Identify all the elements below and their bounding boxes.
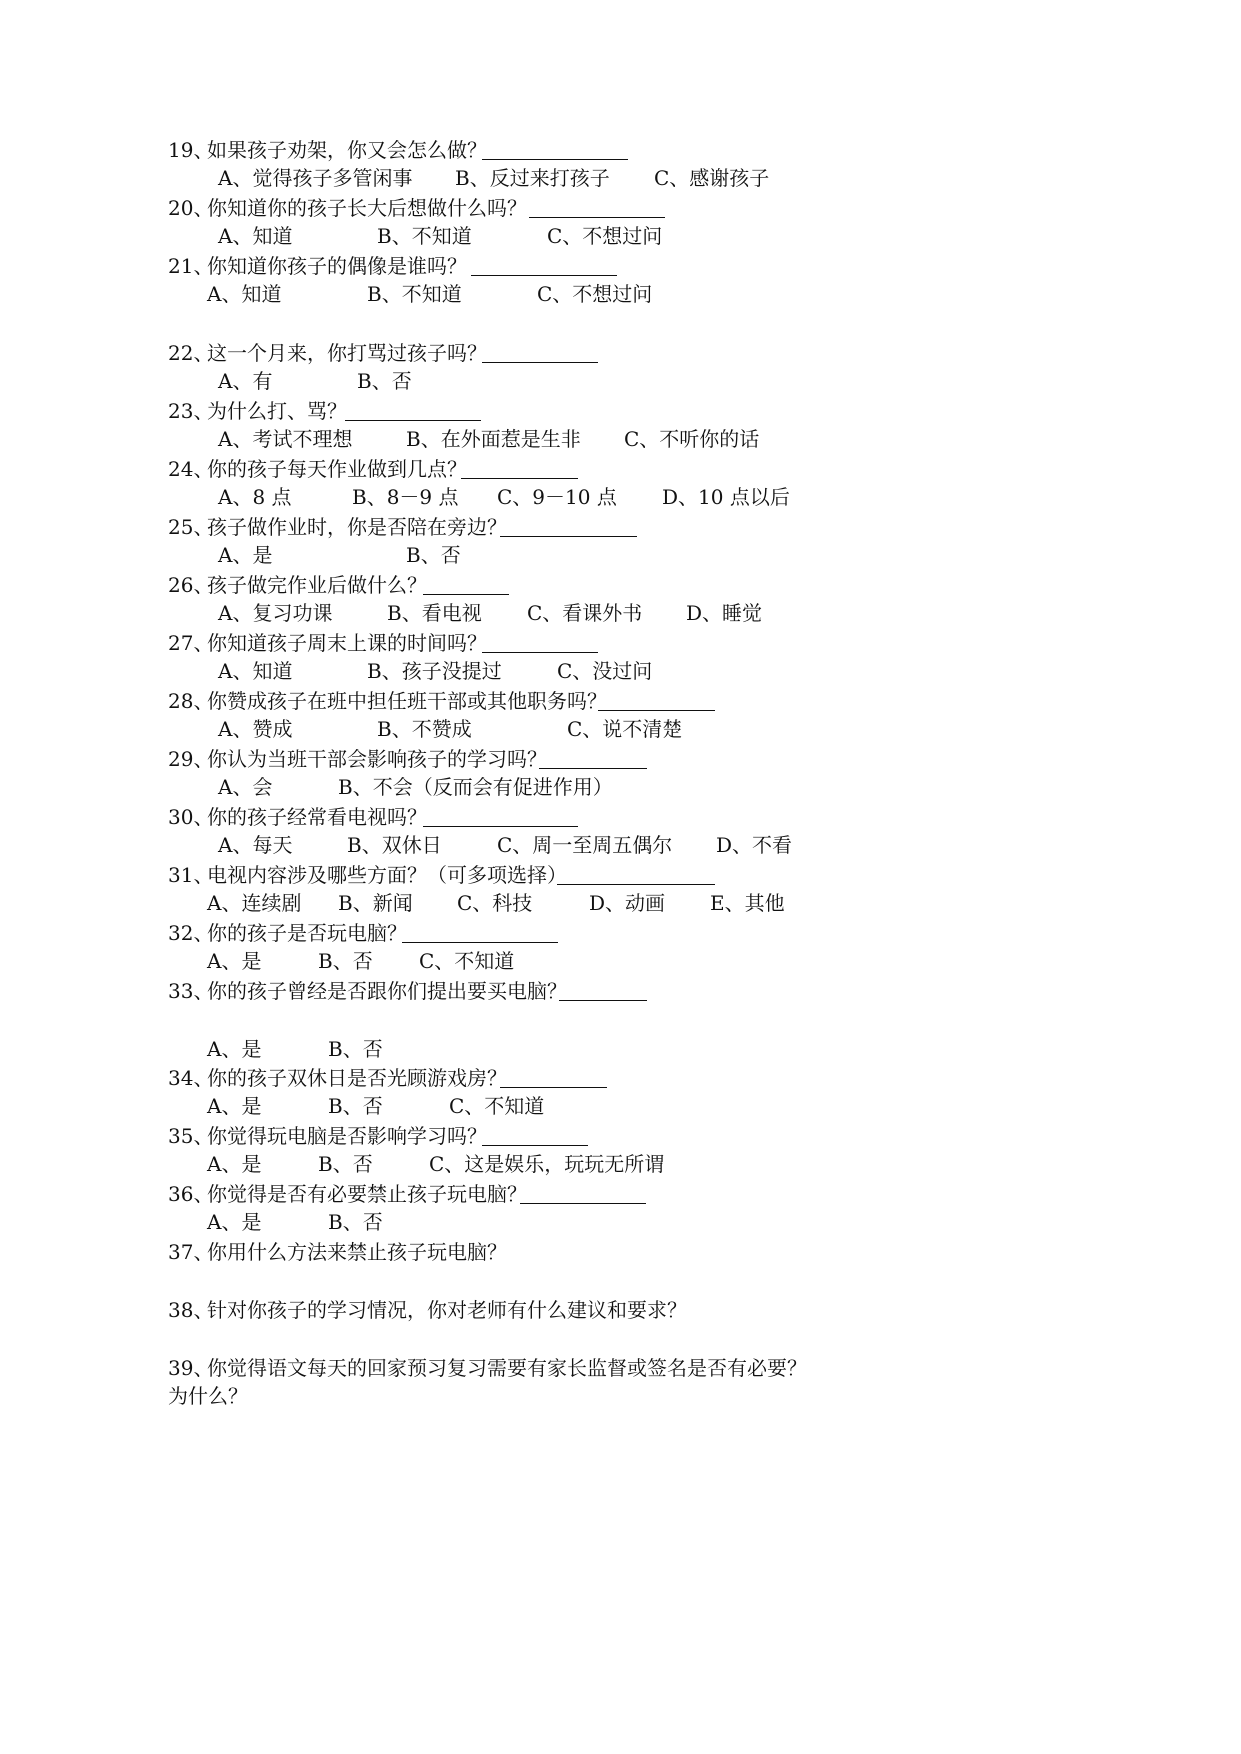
question-text: 为什么打、骂？	[207, 399, 347, 423]
question-number: 38、	[168, 1298, 214, 1322]
answer-blank[interactable]	[482, 1145, 588, 1146]
answer-blank[interactable]	[345, 420, 481, 421]
question-24-line	[168, 457, 467, 481]
question-number: 34、	[168, 1066, 214, 1090]
question-text: 孩子做完作业后做什么？	[207, 573, 427, 597]
question-35-line	[168, 1124, 487, 1148]
answer-blank[interactable]	[500, 536, 637, 537]
answer-blank[interactable]	[482, 159, 628, 160]
question-text: 你用什么方法来禁止孩子玩电脑？	[207, 1240, 507, 1264]
option-b[interactable]: B、不知道	[377, 224, 472, 248]
option-b[interactable]: B、否	[328, 1037, 383, 1061]
question-number: 32、	[168, 921, 214, 945]
option-c[interactable]: C、周一至周五偶尔	[497, 833, 673, 857]
option-c[interactable]: C、说不清楚	[567, 717, 683, 741]
option-a[interactable]: A、有	[218, 369, 273, 393]
option-a[interactable]: A、赞成	[218, 717, 293, 741]
option-c[interactable]: C、不想过问	[537, 282, 653, 306]
option-c[interactable]: C、科技	[457, 891, 533, 915]
question-26-options	[0, 601, 1241, 625]
question-text: 针对你孩子的学习情况，你对老师有什么建议和要求？	[207, 1298, 687, 1322]
option-b[interactable]: B、双休日	[347, 833, 442, 857]
question-21-line	[168, 254, 467, 278]
question-text: 你的孩子曾经是否跟你们提出要买电脑？	[207, 979, 567, 1003]
question-26-line	[168, 573, 427, 597]
question-35-options	[0, 1152, 1241, 1176]
option-b[interactable]: B、否	[318, 1152, 373, 1176]
option-b[interactable]: B、否	[318, 949, 373, 973]
question-39-continuation: 为什么？	[168, 1384, 248, 1408]
question-number: 21、	[168, 254, 214, 278]
answer-blank[interactable]	[482, 362, 598, 363]
option-a[interactable]: A、连续剧	[207, 891, 302, 915]
answer-blank[interactable]	[423, 594, 509, 595]
option-c[interactable]: C、没过问	[557, 659, 653, 683]
question-36-options	[0, 1210, 1241, 1234]
option-a[interactable]: A、复习功课	[218, 601, 333, 625]
question-number: 39、	[168, 1356, 214, 1380]
option-a[interactable]: A、8 点	[218, 485, 292, 509]
option-e[interactable]: E、其他	[710, 891, 785, 915]
option-b[interactable]: B、在外面惹是生非	[406, 427, 581, 451]
answer-blank[interactable]	[529, 217, 665, 218]
option-a[interactable]: A、知道	[218, 659, 293, 683]
question-27-line	[168, 631, 487, 655]
question-30-line	[168, 805, 427, 829]
option-c[interactable]: C、不听你的话	[624, 427, 760, 451]
question-number: 29、	[168, 747, 214, 771]
question-28-line	[168, 689, 607, 713]
question-29-line	[168, 747, 547, 771]
question-number: 35、	[168, 1124, 214, 1148]
question-number: 22、	[168, 341, 214, 365]
question-31-options	[0, 891, 1241, 915]
option-c[interactable]: C、不知道	[449, 1094, 545, 1118]
question-text: 如果孩子劝架，你又会怎么做？	[207, 138, 487, 162]
option-b[interactable]: B、否	[406, 543, 461, 567]
option-c[interactable]: C、不知道	[419, 949, 515, 973]
option-a[interactable]: A、考试不理想	[218, 427, 353, 451]
answer-blank[interactable]	[539, 768, 647, 769]
question-number: 27、	[168, 631, 214, 655]
option-a[interactable]: A、是	[207, 949, 262, 973]
question-number: 20、	[168, 196, 214, 220]
option-d[interactable]: D、动画	[589, 891, 666, 915]
option-b[interactable]: B、不知道	[367, 282, 462, 306]
question-20-line	[168, 196, 527, 220]
question-text: 你觉得语文每天的回家预习复习需要有家长监督或签名是否有必要？	[207, 1356, 807, 1380]
question-32-line	[168, 921, 407, 945]
question-19-line	[168, 138, 487, 162]
option-b[interactable]: B、8－9 点	[352, 485, 459, 509]
question-number: 25、	[168, 515, 214, 539]
option-d[interactable]: D、10 点以后	[662, 485, 790, 509]
question-36-line	[168, 1182, 527, 1206]
question-33-line	[168, 979, 567, 1003]
option-d[interactable]: D、睡觉	[686, 601, 763, 625]
option-b[interactable]: B、看电视	[387, 601, 482, 625]
question-number: 26、	[168, 573, 214, 597]
question-number: 36、	[168, 1182, 214, 1206]
question-number: 23、	[168, 399, 214, 423]
question-38-line	[168, 1298, 687, 1322]
question-text: 你知道孩子周末上课的时间吗？	[207, 631, 487, 655]
question-19-options	[0, 166, 1241, 190]
option-c[interactable]: C、这是娱乐，玩玩无所谓	[429, 1152, 665, 1176]
option-a[interactable]: A、觉得孩子多管闲事	[218, 166, 413, 190]
question-text: 电视内容涉及哪些方面？（可多项选择）	[207, 863, 567, 887]
question-number: 30、	[168, 805, 214, 829]
question-text: 你认为当班干部会影响孩子的学习吗？	[207, 747, 547, 771]
option-b[interactable]: B、不赞成	[377, 717, 472, 741]
question-number: 19、	[168, 138, 214, 162]
question-37-line	[168, 1240, 507, 1264]
answer-blank[interactable]	[520, 1203, 646, 1204]
option-b[interactable]: B、否	[328, 1210, 383, 1234]
question-text: 你赞成孩子在班中担任班干部或其他职务吗？	[207, 689, 607, 713]
option-c[interactable]: C、不想过问	[547, 224, 663, 248]
answer-blank[interactable]	[559, 1000, 647, 1001]
question-number: 37、	[168, 1240, 214, 1264]
option-b[interactable]: B、否	[357, 369, 412, 393]
question-text: 你的孩子经常看电视吗？	[207, 805, 427, 829]
option-b[interactable]: B、不会（反而会有促进作用）	[338, 775, 613, 799]
question-23-line	[168, 399, 347, 423]
question-number: 28、	[168, 689, 214, 713]
question-number: 24、	[168, 457, 214, 481]
question-text: 这一个月来，你打骂过孩子吗？	[207, 341, 487, 365]
option-c[interactable]: C、感谢孩子	[654, 166, 770, 190]
option-a[interactable]: A、是	[218, 543, 273, 567]
question-20-options	[0, 224, 1241, 248]
option-a[interactable]: A、每天	[218, 833, 293, 857]
question-27-options	[0, 659, 1241, 683]
question-text: 你的孩子每天作业做到几点？	[207, 457, 467, 481]
question-29-options	[0, 775, 1241, 799]
question-number: 33、	[168, 979, 214, 1003]
option-a[interactable]: A、是	[207, 1152, 262, 1176]
option-b[interactable]: B、新闻	[338, 891, 413, 915]
question-25-options	[0, 543, 1241, 567]
question-text: 你的孩子是否玩电脑？	[207, 921, 407, 945]
question-text: 孩子做作业时，你是否陪在旁边？	[207, 515, 507, 539]
question-22-line	[168, 341, 487, 365]
answer-blank[interactable]	[557, 884, 715, 885]
option-a[interactable]: A、会	[218, 775, 273, 799]
question-text: 你觉得是否有必要禁止孩子玩电脑？	[207, 1182, 527, 1206]
answer-blank[interactable]	[482, 652, 598, 653]
question-number: 31、	[168, 863, 214, 887]
option-a[interactable]: A、是	[207, 1094, 262, 1118]
question-34-line	[168, 1066, 507, 1090]
question-25-line	[168, 515, 507, 539]
answer-blank[interactable]	[461, 478, 578, 479]
option-b[interactable]: B、否	[328, 1094, 383, 1118]
question-text: 你知道你孩子的偶像是谁吗？	[207, 254, 467, 278]
question-text: 你的孩子双休日是否光顾游戏房？	[207, 1066, 507, 1090]
option-a[interactable]: A、是	[207, 1037, 262, 1061]
question-34-options	[0, 1094, 1241, 1118]
option-a[interactable]: A、知道	[207, 282, 282, 306]
question-39-line	[168, 1356, 807, 1380]
question-31-line	[168, 863, 567, 887]
option-d[interactable]: D、不看	[716, 833, 793, 857]
option-b[interactable]: B、孩子没提过	[367, 659, 502, 683]
question-24-options	[0, 485, 1241, 509]
question-22-options	[0, 369, 1241, 393]
question-33-options	[0, 1037, 1241, 1061]
answer-blank[interactable]	[598, 710, 715, 711]
option-b[interactable]: B、反过来打孩子	[455, 166, 610, 190]
question-30-options	[0, 833, 1241, 857]
answer-blank[interactable]	[402, 942, 558, 943]
option-a[interactable]: A、知道	[218, 224, 293, 248]
answer-blank[interactable]	[423, 826, 578, 827]
option-c[interactable]: C、看课外书	[527, 601, 643, 625]
answer-blank[interactable]	[471, 275, 617, 276]
question-28-options	[0, 717, 1241, 741]
question-21-options	[0, 282, 1241, 306]
answer-blank[interactable]	[500, 1087, 607, 1088]
question-text: 你知道你的孩子长大后想做什么吗？	[207, 196, 527, 220]
option-a[interactable]: A、是	[207, 1210, 262, 1234]
question-text: 你觉得玩电脑是否影响学习吗？	[207, 1124, 487, 1148]
option-c[interactable]: C、9－10 点	[497, 485, 617, 509]
question-23-options	[0, 427, 1241, 451]
question-32-options	[0, 949, 1241, 973]
